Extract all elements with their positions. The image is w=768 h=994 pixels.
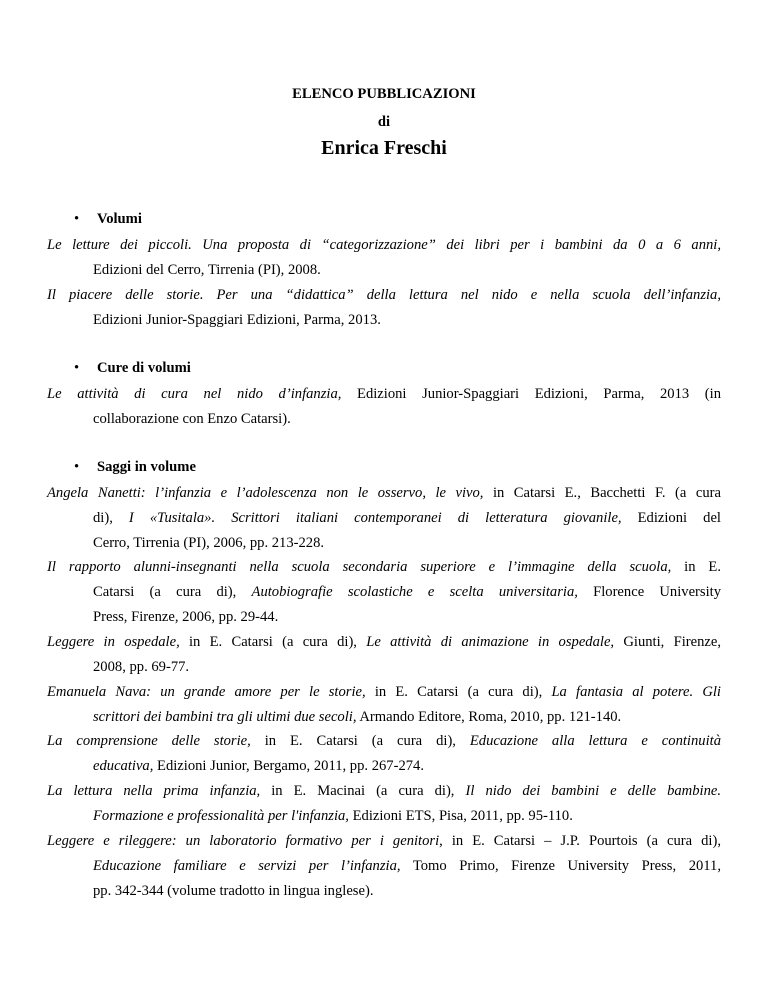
- entry-line: Le attività di cura nel nido d’infanzia, Edizioni Junior-Spaggiari Edizioni, Parma, 2013 (in: [47, 386, 722, 402]
- publication-entry: [47, 729, 721, 779]
- publication-entry: [47, 680, 721, 730]
- heading-preposition: di: [377, 114, 391, 130]
- entry-line: Edizioni del Cerro, Tirrenia (PI), 2008.: [93, 262, 321, 278]
- entry-line: Press, Firenze, 2006, pp. 29-44.: [93, 609, 279, 625]
- entry-line: pp. 342-344 (volume tradotto in lingua inglese).: [93, 883, 374, 899]
- entry-line: Formazione e professionalità per l'infanzia, Edizioni ETS, Pisa, 2011, pp. 95-110.: [93, 808, 573, 824]
- section-title: Volumi: [97, 211, 142, 227]
- entry-line: Leggere e rileggere: un laboratorio formativo per i genitori, in E. Catarsi – J.P. Pourtois (a cura di),: [47, 833, 721, 849]
- bullet-icon: •: [74, 360, 80, 376]
- publication-entry: [47, 630, 721, 680]
- publication-entry: [47, 481, 721, 556]
- publication-entry: [47, 283, 721, 333]
- publication-entry: [47, 555, 721, 630]
- publication-entry: [47, 233, 721, 283]
- author-name: Enrica Freschi: [321, 137, 447, 159]
- section-title: Cure di volumi: [97, 360, 191, 376]
- entry-line: 2008, pp. 69-77.: [93, 659, 190, 675]
- entry-line: Emanuela Nava: un grande amore per le storie, in E. Catarsi (a cura di), La fantasia al potere. Gli: [47, 684, 721, 700]
- entry-line: Il rapporto alunni-insegnanti nella scuola secondaria superiore e l’immagine della scuola, in E.: [47, 559, 721, 575]
- bullet-icon: •: [74, 459, 80, 475]
- entry-line: collaborazione con Enzo Catarsi).: [93, 411, 291, 427]
- entry-line: Edizioni Junior-Spaggiari Edizioni, Parma, 2013.: [93, 312, 381, 328]
- entry-line: Cerro, Tirrenia (PI), 2006, pp. 213-228.: [93, 535, 325, 551]
- entry-line: Angela Nanetti: l’infanzia e l’adolescenza non le osservo, le vivo, in Catarsi E., Bacchetti F. (a cura: [47, 485, 721, 501]
- publication-entry: [47, 779, 721, 829]
- publication-entry: [47, 829, 721, 904]
- bullet-icon: •: [74, 211, 80, 227]
- entry-line: La comprensione delle storie, in E. Catarsi (a cura di), Educazione alla lettura e continuità: [47, 733, 721, 749]
- entry-line: di), I «Tusitala». Scrittori italiani contemporanei di letteratura giovanile, Edizioni del: [93, 510, 721, 526]
- entry-line: Educazione familiare e servizi per l’infanzia, Tomo Primo, Firenze University Press, 2011,: [93, 858, 721, 874]
- entry-line: Catarsi (a cura di), Autobiografie scolastiche e scelta universitaria, Florence University: [93, 584, 721, 600]
- entry-line: Le letture dei piccoli. Una proposta di “categorizzazione” dei libri per i bambini da 0 a 6 anni,: [47, 237, 721, 253]
- document-heading: ELENCO PUBBLICAZIONI: [292, 86, 476, 102]
- publication-entry: [47, 382, 721, 432]
- entry-line: La lettura nella prima infanzia, in E. Macinai (a cura di), Il nido dei bambini e delle bambine.: [47, 783, 721, 799]
- entry-line: Leggere in ospedale, in E. Catarsi (a cura di), Le attività di animazione in ospedale, Giunti, Firenze,: [47, 634, 722, 650]
- entry-line: Il piacere delle storie. Per una “didattica” della lettura nel nido e nella scuola dell’infanzia,: [47, 287, 721, 303]
- entry-line: scrittori dei bambini tra gli ultimi due secoli, Armando Editore, Roma, 2010, pp. 121-140.: [93, 709, 622, 725]
- section-title: Saggi in volume: [97, 459, 196, 475]
- entry-line: educativa, Edizioni Junior, Bergamo, 2011, pp. 267-274.: [93, 758, 424, 774]
